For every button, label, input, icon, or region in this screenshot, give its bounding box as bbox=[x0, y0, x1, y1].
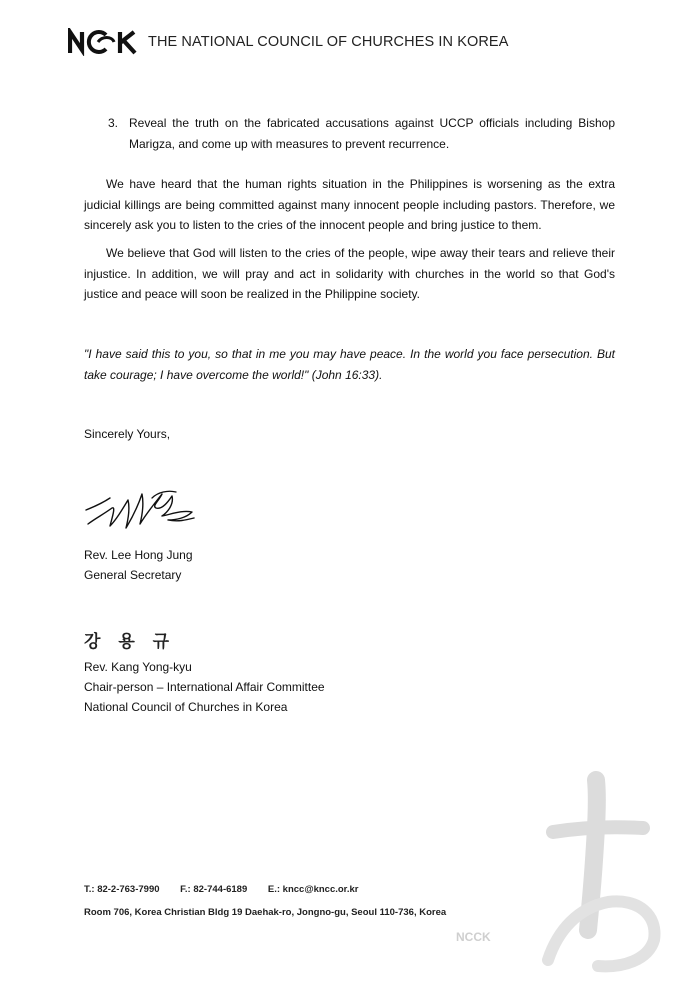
closing: Sincerely Yours, bbox=[84, 427, 171, 441]
list-text: Reveal the truth on the fabricated accusations against UCCP officials including Bishop Marigza, and come up with measures to prevent recurrence. bbox=[129, 116, 615, 151]
footer-tel: T.: 82-2-763-7990 bbox=[84, 884, 160, 895]
list-number: 3. bbox=[108, 116, 119, 130]
footer-contacts bbox=[84, 884, 376, 895]
ncck-logo-icon bbox=[68, 28, 144, 56]
footer-email: E.: kncc@kncc.or.kr bbox=[267, 884, 359, 895]
signatory2-org: National Council of Churches in Korea bbox=[84, 700, 288, 714]
footer-address: Room 706, Korea Christian Bldg 19 Daehak-ro, Jongno-gu, Seoul 110-736, Korea bbox=[84, 907, 447, 918]
signatory-title: General Secretary bbox=[84, 568, 182, 582]
paragraph-2: We believe that God will listen to the cries of the people, wipe away their tears and relieve their injustice. In addition, we will pray and act in solidarity with churches in the world so that God's justice and peace will soon be realized in the Philippine society. bbox=[84, 246, 615, 301]
list-item-3 bbox=[108, 113, 615, 154]
org-name: THE NATIONAL COUNCIL OF CHURCHES IN KOREA bbox=[148, 34, 509, 50]
signatory2-title: Chair-person – International Affair Committee bbox=[84, 680, 325, 694]
korean-name: 강 용 규 bbox=[84, 632, 176, 652]
signatory2-name: Rev. Kang Yong-kyu bbox=[84, 660, 192, 674]
signatory-name: Rev. Lee Hong Jung bbox=[84, 548, 193, 562]
watermark-text: NCCK bbox=[456, 930, 491, 944]
handwritten-signature bbox=[82, 480, 202, 535]
paragraph-1: We have heard that the human rights situation in the Philippines is worsening as the extra judicial killings are being committed against many innocent people including pastors. Therefore, we sincerely ask you to listen to the cries of the innocent people and bring justice to them. bbox=[84, 177, 615, 232]
cross-watermark-icon bbox=[448, 770, 668, 980]
footer-fax: F.: 82-744-6189 bbox=[180, 884, 248, 895]
bible-quote: "I have said this to you, so that in me you may have peace. In the world you face persecution. But take courage; I have overcome the world!" (John 16:33). bbox=[84, 347, 615, 382]
